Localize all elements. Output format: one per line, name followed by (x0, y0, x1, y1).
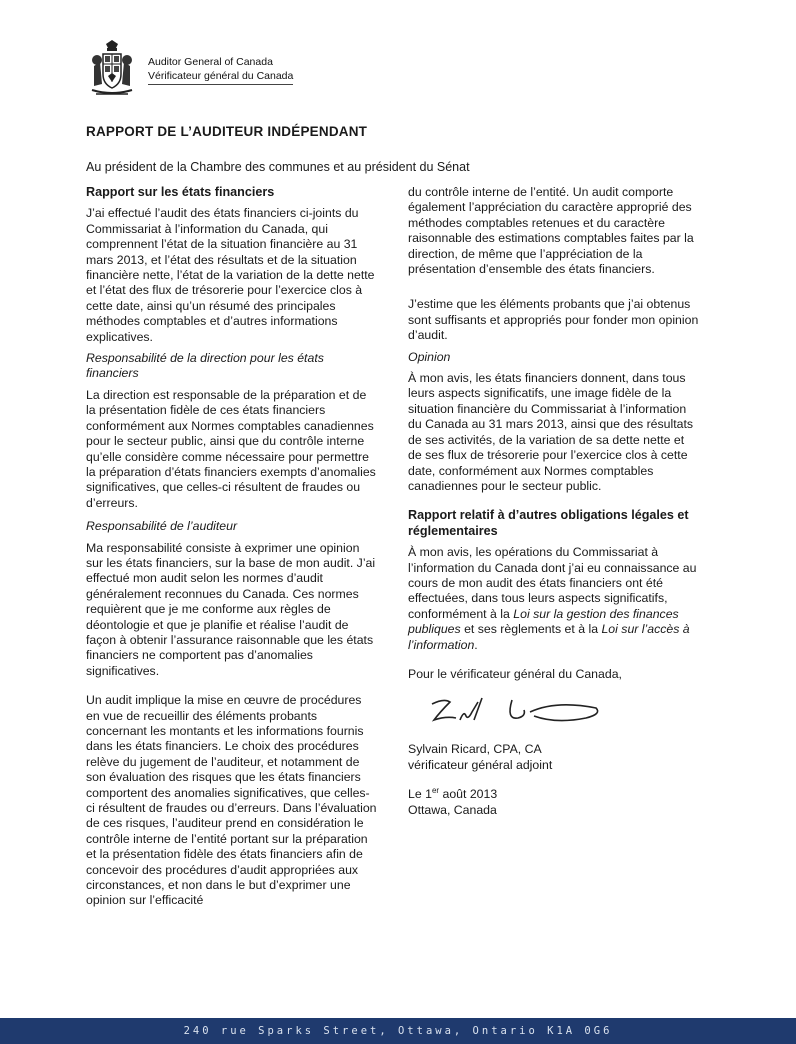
law-name-1: Loi sur la gestion des finances publiques (408, 606, 679, 637)
agency-name-fr: Vérificateur général du Canada (148, 69, 293, 85)
report-date (408, 787, 700, 802)
agency-name (148, 55, 293, 85)
paragraph-evidence: J’estime que les éléments probants que j’ai obtenus sont suffisants et appropriés pour fonder mon opinion d’audit. (408, 297, 699, 343)
report-title: RAPPORT DE L’AUDITEUR INDÉPENDANT (86, 124, 368, 139)
heading-legal-requirements: Rapport relatif à d’autres obligations légales et réglementaires (408, 508, 689, 538)
paragraph-auditor-2: Un audit implique la mise en œuvre de procédures en vue de recueillir des éléments probants concernant les montants et les informations fournis dans les états financiers. Le choix des procédures relève du jugement de l’auditeur, et notamment de son évaluation des risques que les états financiers comportent des anomalies significatives, que celles-ci résultent de fraudes ou d’erreurs. Dans l’évaluation de ces risques, l’auditeur prend en considération le contrôle interne de l’entité portant sur la préparation et la présentation fidèle des états financiers afin de concevoir des procédures d’audit appropriées aux circonstances, et non dans le but d’exprimer une opinion sur l’efficacité (86, 693, 377, 908)
report-place: Ottawa, Canada (408, 802, 497, 817)
paragraph-auditor-1: Ma responsabilité consiste à exprimer une opinion sur les états financiers, sur la base de mon audit. J’ai effectué mon audit selon les normes d’audit généralement reconnues du Canada. Ces normes requièrent que je me conforme aux règles de déontologie et que je planifie et réalise l’audit de façon à obtenir l’assurance raisonnable que les états financiers ne comportent pas d’anomalies significatives. (86, 540, 376, 678)
closing-line: Pour le vérificateur général du Canada, (408, 666, 622, 681)
legal-text-c: . (474, 637, 478, 652)
date-prefix: Le 1 (408, 787, 432, 802)
heading-auditor-responsibility: Responsabilité de l’auditeur (86, 519, 238, 534)
signer-name: Sylvain Ricard, CPA, CA (408, 742, 542, 757)
date-rest: août 2013 (439, 787, 498, 802)
heading-management-responsibility: Responsabilité de la direction pour les états financiers (86, 351, 324, 381)
heading-financial-statements: Rapport sur les états financiers (86, 185, 275, 199)
signature-icon (426, 690, 606, 734)
paragraph-management: La direction est responsable de la préparation et de la présentation fidèle de ces états financiers conformément aux Normes comptables canadiennes pour le secteur public, ainsi que du contrôle interne qu’elle considère comme nécessaire pour permettre la préparation d’états financiers exempts d’anomalies significatives, que celles-ci résultent de fraudes ou d’erreurs. (86, 387, 376, 510)
signature (408, 682, 700, 742)
paragraph-opinion: À mon avis, les états financiers donnent, dans tous leurs aspects significatifs, une image fidèle de la situation financière du Commissariat à l’information du Canada au 31 mars 2013, ainsi que des résultats de ses activités, de la variation de sa dette nette et de ses flux de trésorerie pour l’exercice clos à cette date, conformément aux Normes comptables canadiennes pour le secteur public. (408, 371, 694, 493)
paragraph-legal (408, 545, 700, 653)
right-column (408, 185, 700, 818)
coat-of-arms-icon (86, 38, 138, 100)
agency-name-en: Auditor General of Canada (148, 56, 273, 68)
paragraph-audit-continued: du contrôle interne de l’entité. Un audit comporte également l’appréciation du caractère approprié des méthodes comptables retenues et du caractère raisonnable des estimations comptables faites par la direction, de même que l’appréciation de la présentation d’ensemble des états financiers. (408, 185, 694, 277)
footer-address-band: 240 rue Sparks Street, Ottawa, Ontario K1A 0G6 (0, 1018, 796, 1044)
heading-opinion: Opinion (408, 349, 451, 364)
law-name-2: Loi sur l’accès à l’information (408, 622, 690, 652)
paragraph-intro: J’ai effectué l’audit des états financiers ci-joints du Commissariat à l’information du Canada, qui comprennent l’état de la situation financière au 31 mars 2013, et l’état des résultats et de la situation financière nette, l’état de la variation de la dette nette et l’état des flux de trésorerie pour l’exercice clos à cette date, ainsi qu’un résumé des principales méthodes comptables et d’autres informations explicatives. (86, 206, 375, 344)
addressee: Au président de la Chambre des communes et au président du Sénat (86, 160, 470, 174)
signer-title: vérificateur général adjoint (408, 757, 553, 772)
legal-text-b: et ses règlements et à la (460, 622, 602, 637)
date-superscript: er (431, 786, 440, 796)
left-column (86, 185, 378, 909)
legal-text-a: À mon avis, les opérations du Commissariat à l’information du Canada dont j’ai eu connaissance au cours de mon audit des états financiers ont été effectuées, dans tous leurs aspects significatifs, conformément à la (408, 545, 697, 621)
